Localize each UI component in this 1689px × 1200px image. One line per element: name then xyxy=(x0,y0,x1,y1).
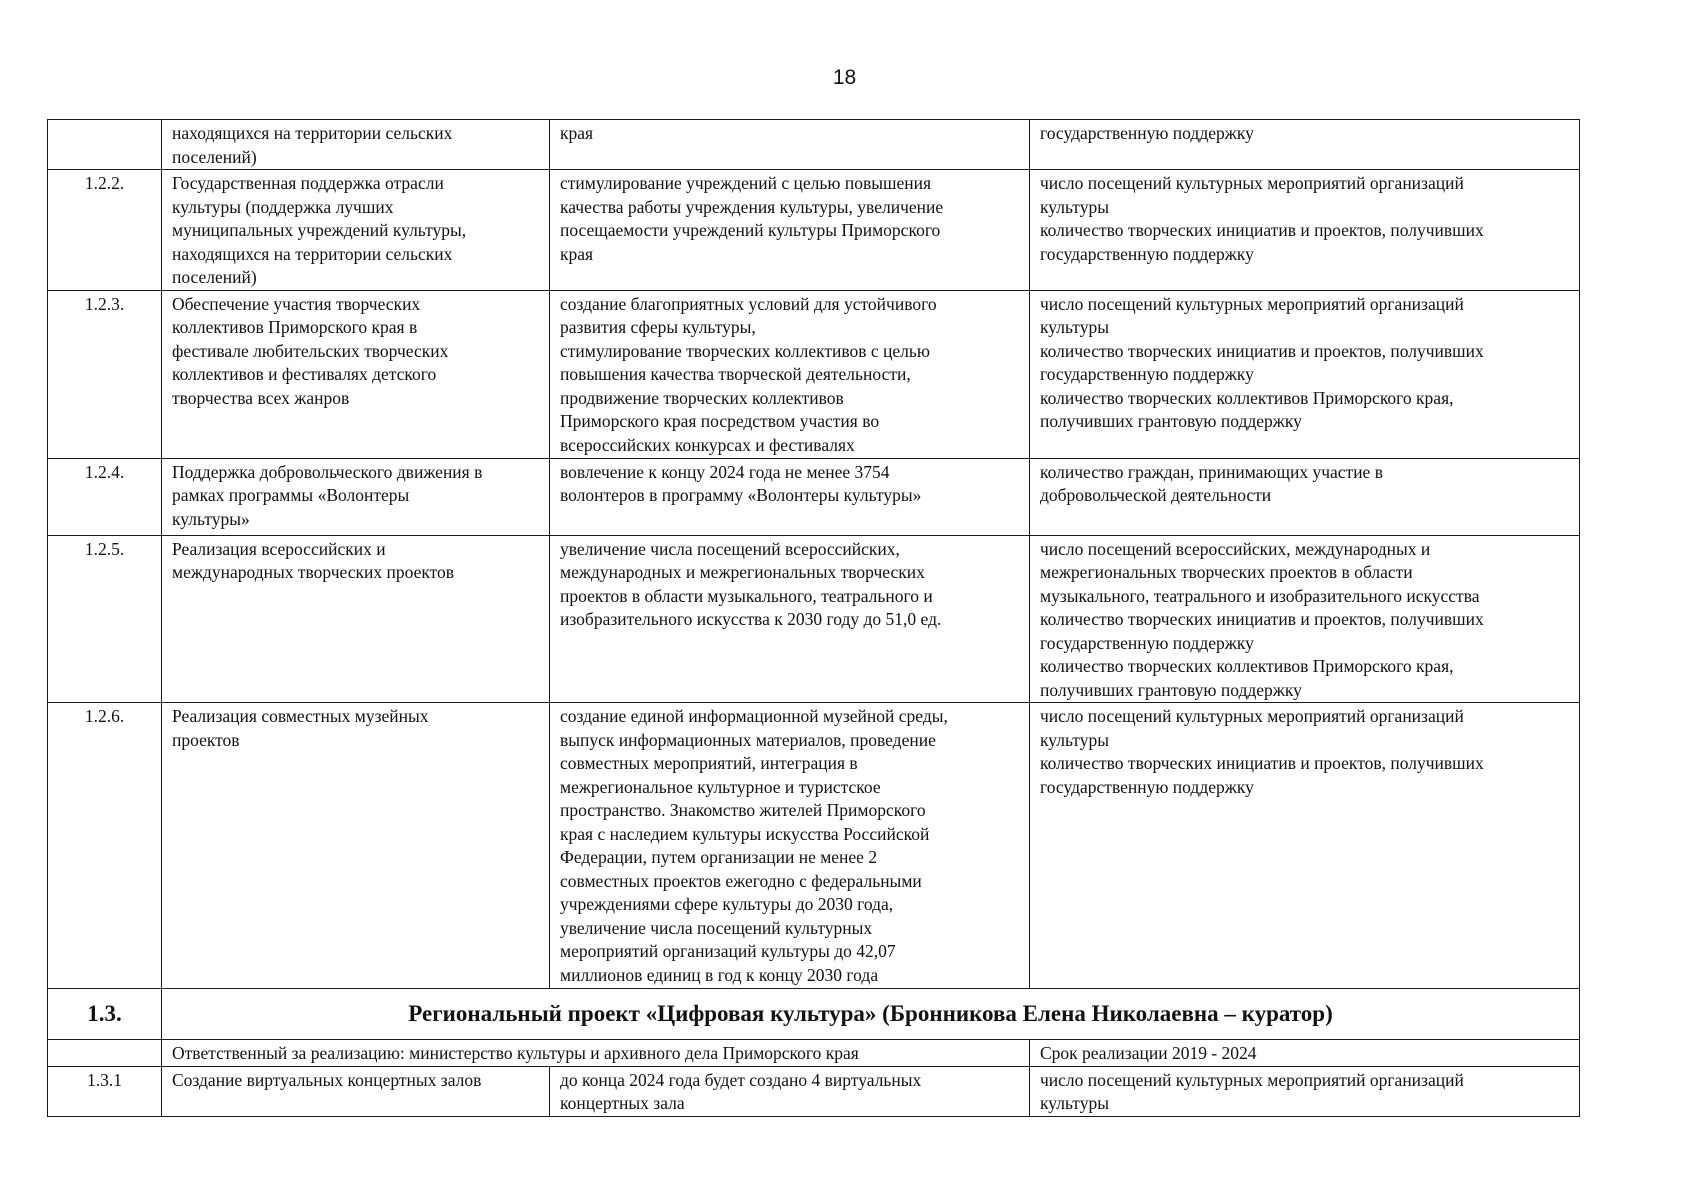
event-cell xyxy=(162,290,550,458)
text-line: развития сферы культуры, xyxy=(560,317,756,337)
term-cell xyxy=(1030,1040,1580,1067)
table-row xyxy=(48,1066,1580,1116)
text-line: вовлечение к концу 2024 года не менее 3754 xyxy=(560,461,890,482)
table-row xyxy=(48,458,1580,535)
result-cell xyxy=(550,120,1030,170)
section-header-row xyxy=(48,989,1580,1040)
event-cell xyxy=(162,458,550,535)
text-line: находящихся на территории сельских xyxy=(172,243,453,264)
text-line: число посещений всероссийских, международных и xyxy=(1040,538,1431,559)
text-line: количество творческих инициатив и проектов, получивших xyxy=(1040,753,1484,773)
text-line: увеличение числа посещений культурных xyxy=(560,917,873,938)
empty-cell xyxy=(48,1040,162,1067)
table-row xyxy=(48,290,1580,458)
text-line: края xyxy=(560,123,594,143)
text-line: культуры xyxy=(1040,317,1109,337)
text-line: количество творческих инициатив и проектов, получивших xyxy=(1040,340,1484,361)
text-line: создание благоприятных условий для устойчивого xyxy=(560,293,937,314)
text-line: проектов в области музыкального, театрального и xyxy=(560,585,933,606)
text-line: стимулирование творческих коллективов с целью xyxy=(560,340,930,361)
row-number: 1.2.5. xyxy=(48,535,162,703)
text-line: края xyxy=(560,243,594,264)
text-line: число посещений культурных мероприятий организаций xyxy=(1040,1069,1464,1090)
text-line: количество творческих инициатив и проектов, получивших xyxy=(1040,220,1484,240)
text-line: количество творческих коллективов Приморского края, xyxy=(1040,656,1454,676)
text-line: творчества всех жанров xyxy=(172,387,350,408)
result-cell xyxy=(550,458,1030,535)
text-line: края с наследием культуры искусства Российской xyxy=(560,823,930,844)
text-line: Поддержка добровольческого движения в xyxy=(172,461,483,482)
text-line: число посещений культурных мероприятий организаций xyxy=(1040,293,1464,314)
text-line: создание единой информационной музейной среды, xyxy=(560,706,948,726)
text-line: государственную поддержку xyxy=(1040,123,1254,143)
text-line: межрегиональное культурное и туристское xyxy=(560,776,881,797)
text-line: концертных зала xyxy=(560,1093,685,1113)
text-line: фестивале любительских творческих xyxy=(172,340,449,361)
table-row xyxy=(48,535,1580,703)
text-line: находящихся на территории сельских xyxy=(172,123,453,143)
text-line: стимулирование учреждений с целью повышения xyxy=(560,173,932,193)
text-line: Государственная поддержка отрасли xyxy=(172,173,444,193)
text-line: увеличение числа посещений всероссийских, xyxy=(560,538,900,559)
text-line: Приморского края посредством участия во xyxy=(560,411,880,431)
text-line: число посещений культурных мероприятий организаций xyxy=(1040,173,1464,193)
text-line: число посещений культурных мероприятий организаций xyxy=(1040,706,1464,726)
text-line: до конца 2024 года будет создано 4 виртуальных xyxy=(560,1069,922,1090)
text-line: культуры (поддержка лучших xyxy=(172,196,394,217)
event-cell xyxy=(162,703,550,989)
text-line: культуры xyxy=(1040,1093,1109,1113)
row-number: 1.3.1 xyxy=(48,1066,162,1116)
row-number: 1.2.6. xyxy=(48,703,162,989)
indicator-cell xyxy=(1030,290,1580,458)
text-line: продвижение творческих коллективов xyxy=(560,387,844,408)
text-line: государственную поддержку xyxy=(1040,364,1254,384)
result-cell xyxy=(550,1066,1030,1116)
text-line: межрегиональных творческих проектов в области xyxy=(1040,562,1413,582)
text-line: количество граждан, принимающих участие в xyxy=(1040,461,1383,482)
text-line: коллективов и фестивалях детского xyxy=(172,364,437,384)
text-line: получивших грантовую поддержку xyxy=(1040,679,1302,700)
indicator-cell xyxy=(1030,535,1580,703)
term-text: Срок реализации 2019 - 2024 xyxy=(1040,1043,1257,1063)
event-cell xyxy=(162,1066,550,1116)
text-line: мероприятий организаций культуры до 42,07 xyxy=(560,941,896,961)
event-cell xyxy=(162,170,550,291)
result-cell xyxy=(550,703,1030,989)
text-line: качества работы учреждения культуры, увеличение xyxy=(560,196,944,217)
text-line: добровольческой деятельности xyxy=(1040,485,1272,505)
text-line: международных творческих проектов xyxy=(172,562,455,582)
text-line: коллективов Приморского края в xyxy=(172,317,418,337)
table-row xyxy=(48,703,1580,989)
table-row xyxy=(48,120,1580,170)
row-number xyxy=(48,120,162,170)
text-line: количество творческих инициатив и проектов, получивших xyxy=(1040,609,1484,629)
result-cell xyxy=(550,535,1030,703)
text-line: пространство. Знакомство жителей Приморского xyxy=(560,800,926,820)
page-number: 18 xyxy=(832,66,857,89)
text-line: культуры» xyxy=(172,508,250,529)
text-line: получивших грантовую поддержку xyxy=(1040,411,1302,431)
text-line: всероссийских конкурсах и фестивалях xyxy=(560,434,855,455)
text-line: культуры xyxy=(1040,729,1109,750)
text-line: муниципальных учреждений культуры, xyxy=(172,220,467,240)
indicator-cell xyxy=(1030,458,1580,535)
text-line: Обеспечение участия творческих xyxy=(172,293,421,314)
text-line: совместных проектов ежегодно с федеральными xyxy=(560,870,922,891)
text-line: государственную поддержку xyxy=(1040,243,1254,264)
text-line: Реализация всероссийских и xyxy=(172,538,386,559)
text-line: миллионов единиц в год к концу 2030 года xyxy=(560,964,879,985)
text-line: музыкального, театрального и изобразительного искусства xyxy=(1040,585,1480,606)
text-line: государственную поддержку xyxy=(1040,632,1254,653)
text-line: выпуск информационных материалов, проведение xyxy=(560,729,936,750)
event-cell xyxy=(162,535,550,703)
text-line: международных и межрегиональных творческих xyxy=(560,562,925,582)
responsible-cell xyxy=(162,1040,1030,1067)
text-line: Создание виртуальных концертных залов xyxy=(172,1069,482,1090)
text-line: изобразительного искусства к 2030 году до 51,0 ед. xyxy=(560,609,942,629)
indicator-cell xyxy=(1030,120,1580,170)
section-title: Региональный проект «Цифровая культура» (Бронникова Елена Николаевна – куратор) xyxy=(162,989,1580,1040)
indicator-cell xyxy=(1030,170,1580,291)
indicator-cell xyxy=(1030,703,1580,989)
text-line: учреждениями сфере культуры до 2030 года, xyxy=(560,894,894,914)
result-cell xyxy=(550,170,1030,291)
responsible-row xyxy=(48,1040,1580,1067)
text-line: посещаемости учреждений культуры Приморского xyxy=(560,220,941,240)
text-line: государственную поддержку xyxy=(1040,776,1254,797)
text-line: количество творческих коллективов Приморского края, xyxy=(1040,387,1454,408)
text-line: культуры xyxy=(1040,196,1109,217)
text-line: проектов xyxy=(172,729,240,750)
responsible-text: Ответственный за реализацию: министерство культуры и архивного дела Приморского края xyxy=(172,1043,859,1063)
measures-table xyxy=(47,119,1580,1117)
text-line: совместных мероприятий, интеграция в xyxy=(560,753,858,773)
event-cell xyxy=(162,120,550,170)
table-row xyxy=(48,170,1580,291)
text-line: Реализация совместных музейных xyxy=(172,706,429,726)
section-number: 1.3. xyxy=(48,989,162,1040)
text-line: повышения качества творческой деятельности, xyxy=(560,364,911,384)
row-number: 1.2.2. xyxy=(48,170,162,291)
row-number: 1.2.3. xyxy=(48,290,162,458)
indicator-cell xyxy=(1030,1066,1580,1116)
row-number: 1.2.4. xyxy=(48,458,162,535)
result-cell xyxy=(550,290,1030,458)
text-line: рамках программы «Волонтеры xyxy=(172,485,410,505)
text-line: Федерации, путем организации не менее 2 xyxy=(560,847,878,867)
text-line: волонтеров в программу «Волонтеры культуры» xyxy=(560,485,922,505)
text-line: поселений) xyxy=(172,267,257,287)
text-line: поселений) xyxy=(172,146,257,167)
